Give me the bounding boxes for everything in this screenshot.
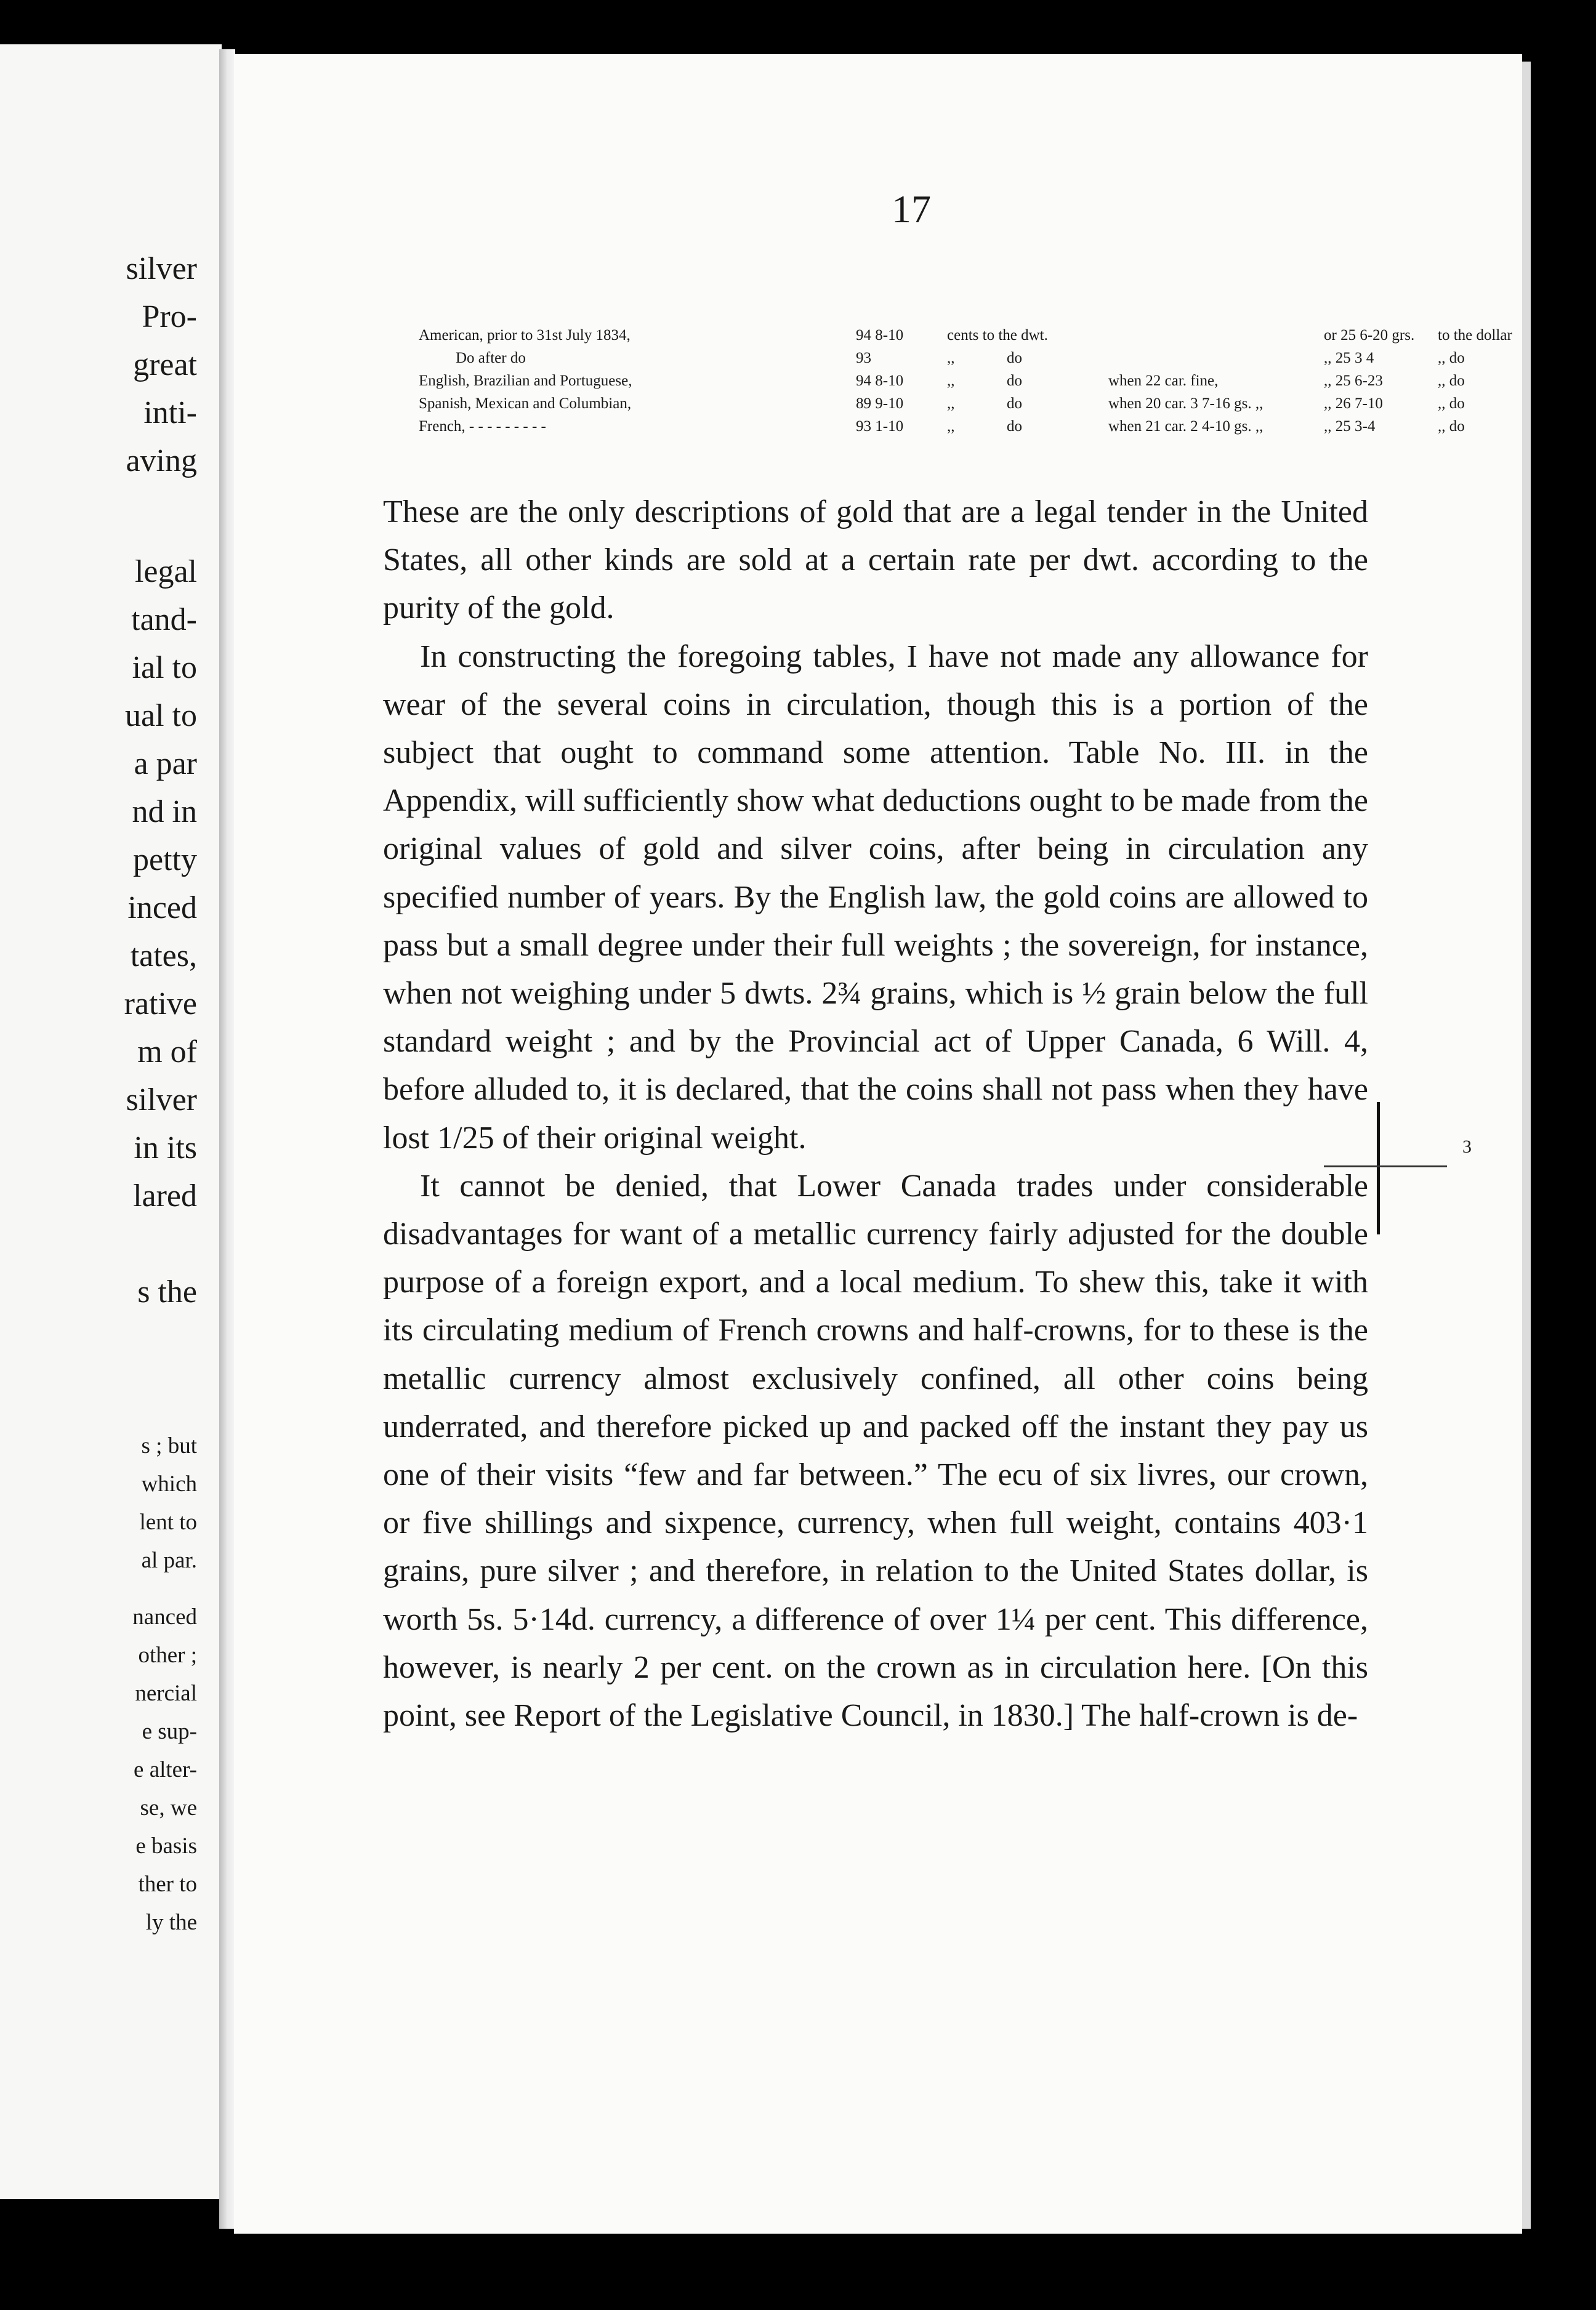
page-number: 17	[892, 187, 931, 231]
table-cell-value: 94 8-10	[856, 372, 904, 389]
table-cell-do2: ,, do	[1438, 395, 1465, 412]
body-text	[383, 488, 1368, 1740]
table-cell-unit: cents to the dwt.	[947, 327, 1048, 344]
facing-page-footnote-text: ly the	[145, 1910, 197, 1935]
table-cell-grains: ,, 25 3 4	[1324, 350, 1374, 366]
paragraph-lower-canada: It cannot be denied, that Lower Canada trades under considerable disadvantages for want of a metallic currency fairly adjusted for the double purpose of a foreign export, and a local medium. To shew this, take it with its circulating medium of French crowns and half-crowns, for to these is the metallic currency almost exclusively confined, all other coins being underrated, and therefore picked up and packed off the instant they pay us one of their visits “few and far between.” The ecu of six livres, our crown, or five shillings and sixpence, currency, when full weight, contains 403·1 grains, pure silver ; and therefore, in relation to the United States dollar, is worth 5s. 5·14d. currency, a difference of over 1¼ per cent. This difference, however, is nearly 2 per cent. on the crown as in circulation here. [On this point, see Report of the Legislative Council, in 1830.] The half-crown is de-	[383, 1168, 1368, 1734]
book-gutter	[219, 49, 235, 2229]
facing-page-text: in its	[134, 1130, 197, 1165]
table-cell-value: 89 9-10	[856, 395, 904, 412]
table-cell-desc: Do after do	[456, 350, 526, 366]
facing-page-text: ual to	[125, 698, 197, 733]
table-cell-unit: ,,	[947, 372, 955, 389]
facing-page-text: great	[133, 347, 197, 382]
facing-page-text: tates,	[130, 938, 197, 973]
facing-page-fragment	[0, 44, 222, 2199]
facing-page-footnote-text: nercial	[135, 1681, 197, 1706]
table-cell-grains: ,, 25 3-4	[1324, 418, 1376, 435]
facing-page-text: rative	[124, 986, 197, 1021]
table-row	[419, 392, 1533, 415]
table-row	[419, 347, 1533, 369]
table-cell-do2: ,, do	[1438, 372, 1465, 389]
table-cell-value: 93	[856, 350, 871, 366]
table-cell-grains: ,, 25 6-23	[1324, 372, 1383, 389]
facing-page-text: m of	[137, 1034, 197, 1069]
table-cell-do2: ,, do	[1438, 418, 1465, 435]
facing-page-text: silver	[126, 1082, 197, 1117]
facing-page-text: tand-	[131, 602, 197, 637]
facing-page-text: silver	[126, 251, 197, 286]
facing-page-footnote-text: e sup-	[142, 1719, 197, 1744]
facing-page-text: nd in	[132, 794, 197, 829]
page-edge	[1522, 62, 1531, 2229]
gold-coin-table	[419, 324, 1533, 438]
facing-page-text: petty	[133, 842, 197, 877]
registration-mark-horizontal	[1324, 1165, 1447, 1167]
facing-page-text: ial to	[132, 650, 197, 685]
facing-page-footnote-text: ther to	[138, 1872, 197, 1897]
table-cell-grains: or 25 6-20 grs.	[1324, 327, 1415, 344]
facing-page-text: lared	[133, 1178, 197, 1213]
table-cell-do1: do	[1007, 418, 1022, 435]
facing-page-text: inced	[127, 890, 197, 925]
table-cell-desc: American, prior to 31st July 1834,	[419, 327, 631, 344]
table-cell-value: 94 8-10	[856, 327, 904, 344]
table-cell-do2: to the dollar	[1438, 327, 1512, 344]
facing-page-text: legal	[134, 554, 197, 589]
table-cell-condition: when 20 car. 3 7-16 gs. ,,	[1108, 395, 1264, 412]
table-row	[419, 415, 1533, 438]
table-cell-grains: ,, 26 7-10	[1324, 395, 1383, 412]
facing-page-footnote-text: s ; but	[141, 1433, 197, 1459]
table-cell-unit: ,,	[947, 395, 955, 412]
signature-mark: 3	[1462, 1137, 1472, 1157]
facing-page-footnote-text: lent to	[139, 1510, 197, 1535]
table-cell-unit: ,,	[947, 418, 955, 435]
registration-mark-vertical	[1377, 1102, 1380, 1234]
table-row	[419, 324, 1533, 347]
book-page	[234, 54, 1522, 2234]
table-cell-do1: do	[1007, 395, 1022, 412]
paragraph-coin-wear: In constructing the foregoing tables, I have not made any allowance for wear of the several coins in circulation, though this is a portion of the subject that ought to command some attention. Table No. III. in the Appendix, will sufficiently show what deductions ought to be made from the original values of gold and silver coins, after being in circulation any specified number of years. By the English law, the gold coins are allowed to pass but a small degree under their full weights ; the sovereign, for instance, when not weighing under 5 dwts. 2¾ grains, which is ½ grain below the full standard weight ; and by the Provincial act of Upper Canada, 6 Will. 4, before alluded to, it is declared, that the coins shall not pass when they have lost 1/25 of their original weight.	[383, 638, 1368, 1156]
table-cell-do1: do	[1007, 372, 1022, 389]
facing-page-text: inti-	[143, 395, 197, 430]
facing-page-text: a par	[134, 746, 197, 781]
table-row	[419, 369, 1533, 392]
paragraph-legal-tender: These are the only descriptions of gold that are a legal tender in the United States, all other kinds are sold at a certain rate per dwt. according to the purity of the gold.	[383, 494, 1368, 626]
facing-page-footnote-text: other ;	[138, 1643, 197, 1668]
table-cell-desc: English, Brazilian and Portuguese,	[419, 372, 632, 389]
table-cell-condition: when 21 car. 2 4-10 gs. ,,	[1108, 418, 1264, 435]
facing-page-footnote-text: e alter-	[134, 1757, 197, 1782]
table-cell-do1: do	[1007, 350, 1022, 366]
table-cell-desc: Spanish, Mexican and Columbian,	[419, 395, 632, 412]
table-cell-do2: ,, do	[1438, 350, 1465, 366]
facing-page-footnote-text: nanced	[132, 1604, 197, 1630]
facing-page-text: Pro-	[142, 299, 197, 334]
table-cell-desc: French, - - - - - - - - -	[419, 418, 546, 435]
facing-page-text: aving	[126, 443, 197, 478]
table-cell-unit: ,,	[947, 350, 955, 366]
facing-page-footnote-text: which	[141, 1471, 197, 1497]
facing-page-text: s the	[137, 1274, 197, 1310]
facing-page-footnote-text: se, we	[140, 1795, 197, 1821]
table-cell-condition: when 22 car. fine,	[1108, 372, 1219, 389]
facing-page-footnote-text: al par.	[141, 1548, 197, 1573]
table-cell-value: 93 1-10	[856, 418, 904, 435]
facing-page-footnote-text: e basis	[135, 1833, 197, 1859]
